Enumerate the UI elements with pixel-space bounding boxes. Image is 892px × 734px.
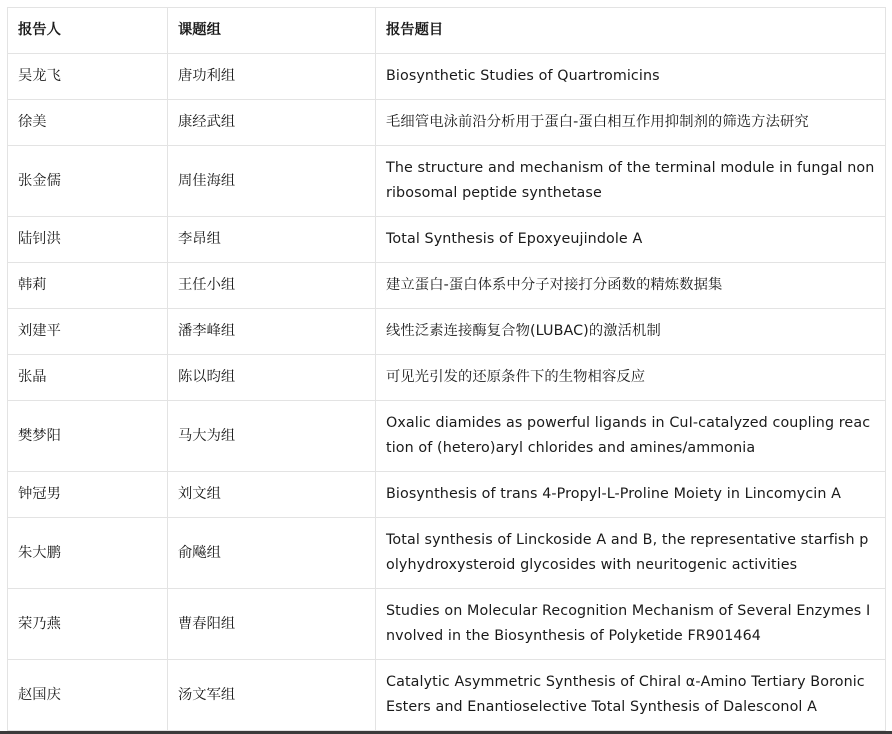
table-row	[8, 54, 886, 100]
cell-group: 刘文组	[168, 472, 376, 518]
cell-group: 汤文军组	[168, 660, 376, 731]
header-reporter: 报告人	[8, 8, 168, 54]
table-row	[8, 309, 886, 355]
cell-topic: 毛细管电泳前沿分析用于蛋白-蛋白相互作用抑制剂的筛选方法研究	[376, 100, 886, 146]
cell-reporter: 张晶	[8, 355, 168, 401]
header-group: 课题组	[168, 8, 376, 54]
cell-group: 马大为组	[168, 401, 376, 472]
cell-topic: The structure and mechanism of the terminal module in fungal non ribosomal peptide synthetase	[376, 146, 886, 217]
cell-reporter: 荣乃燕	[8, 589, 168, 660]
cell-reporter: 朱大鹏	[8, 518, 168, 589]
cell-reporter: 张金儒	[8, 146, 168, 217]
table-row	[8, 401, 886, 472]
cell-topic: Biosynthesis of trans 4-Propyl-L-Proline Moiety in Lincomycin A	[376, 472, 886, 518]
table-row	[8, 472, 886, 518]
cell-group: 王任小组	[168, 263, 376, 309]
report-schedule-table	[7, 7, 886, 731]
cell-group: 康经武组	[168, 100, 376, 146]
cell-reporter: 赵国庆	[8, 660, 168, 731]
table-row	[8, 518, 886, 589]
table-row	[8, 217, 886, 263]
cell-topic: 建立蛋白-蛋白体系中分子对接打分函数的精炼数据集	[376, 263, 886, 309]
cell-topic: Total synthesis of Linckoside A and B, the representative starfish polyhydroxysteroid glycosides with neuritogenic activities	[376, 518, 886, 589]
cell-reporter: 徐美	[8, 100, 168, 146]
header-topic: 报告题目	[376, 8, 886, 54]
cell-reporter: 韩莉	[8, 263, 168, 309]
table-body	[8, 54, 886, 731]
cell-topic: Total Synthesis of Epoxyeujindole A	[376, 217, 886, 263]
document-page	[7, 7, 885, 731]
cell-group: 李昂组	[168, 217, 376, 263]
cell-group: 潘李峰组	[168, 309, 376, 355]
cell-topic: Oxalic diamides as powerful ligands in CuI-catalyzed coupling reaction of (hetero)aryl chlorides and amines/ammonia	[376, 401, 886, 472]
table-row	[8, 263, 886, 309]
table-header-row	[8, 8, 886, 54]
cell-reporter: 钟冠男	[8, 472, 168, 518]
cell-group: 曹春阳组	[168, 589, 376, 660]
cell-reporter: 陆钊洪	[8, 217, 168, 263]
table-row	[8, 589, 886, 660]
cell-reporter: 刘建平	[8, 309, 168, 355]
cell-group: 俞飚组	[168, 518, 376, 589]
table-row	[8, 660, 886, 731]
cell-topic: 可见光引发的还原条件下的生物相容反应	[376, 355, 886, 401]
table-row	[8, 146, 886, 217]
cell-reporter: 樊梦阳	[8, 401, 168, 472]
cell-topic: 线性泛素连接酶复合物(LUBAC)的激活机制	[376, 309, 886, 355]
cell-topic: Studies on Molecular Recognition Mechanism of Several Enzymes Involved in the Biosynthesis of Polyketide FR901464	[376, 589, 886, 660]
cell-topic: Catalytic Asymmetric Synthesis of Chiral α-Amino Tertiary Boronic Esters and Enantioselective Total Synthesis of Dalesconol A	[376, 660, 886, 731]
cell-group: 周佳海组	[168, 146, 376, 217]
cell-topic: Biosynthetic Studies of Quartromicins	[376, 54, 886, 100]
table-row	[8, 100, 886, 146]
cell-reporter: 吴龙飞	[8, 54, 168, 100]
cell-group: 唐功利组	[168, 54, 376, 100]
table-row	[8, 355, 886, 401]
cell-group: 陈以昀组	[168, 355, 376, 401]
